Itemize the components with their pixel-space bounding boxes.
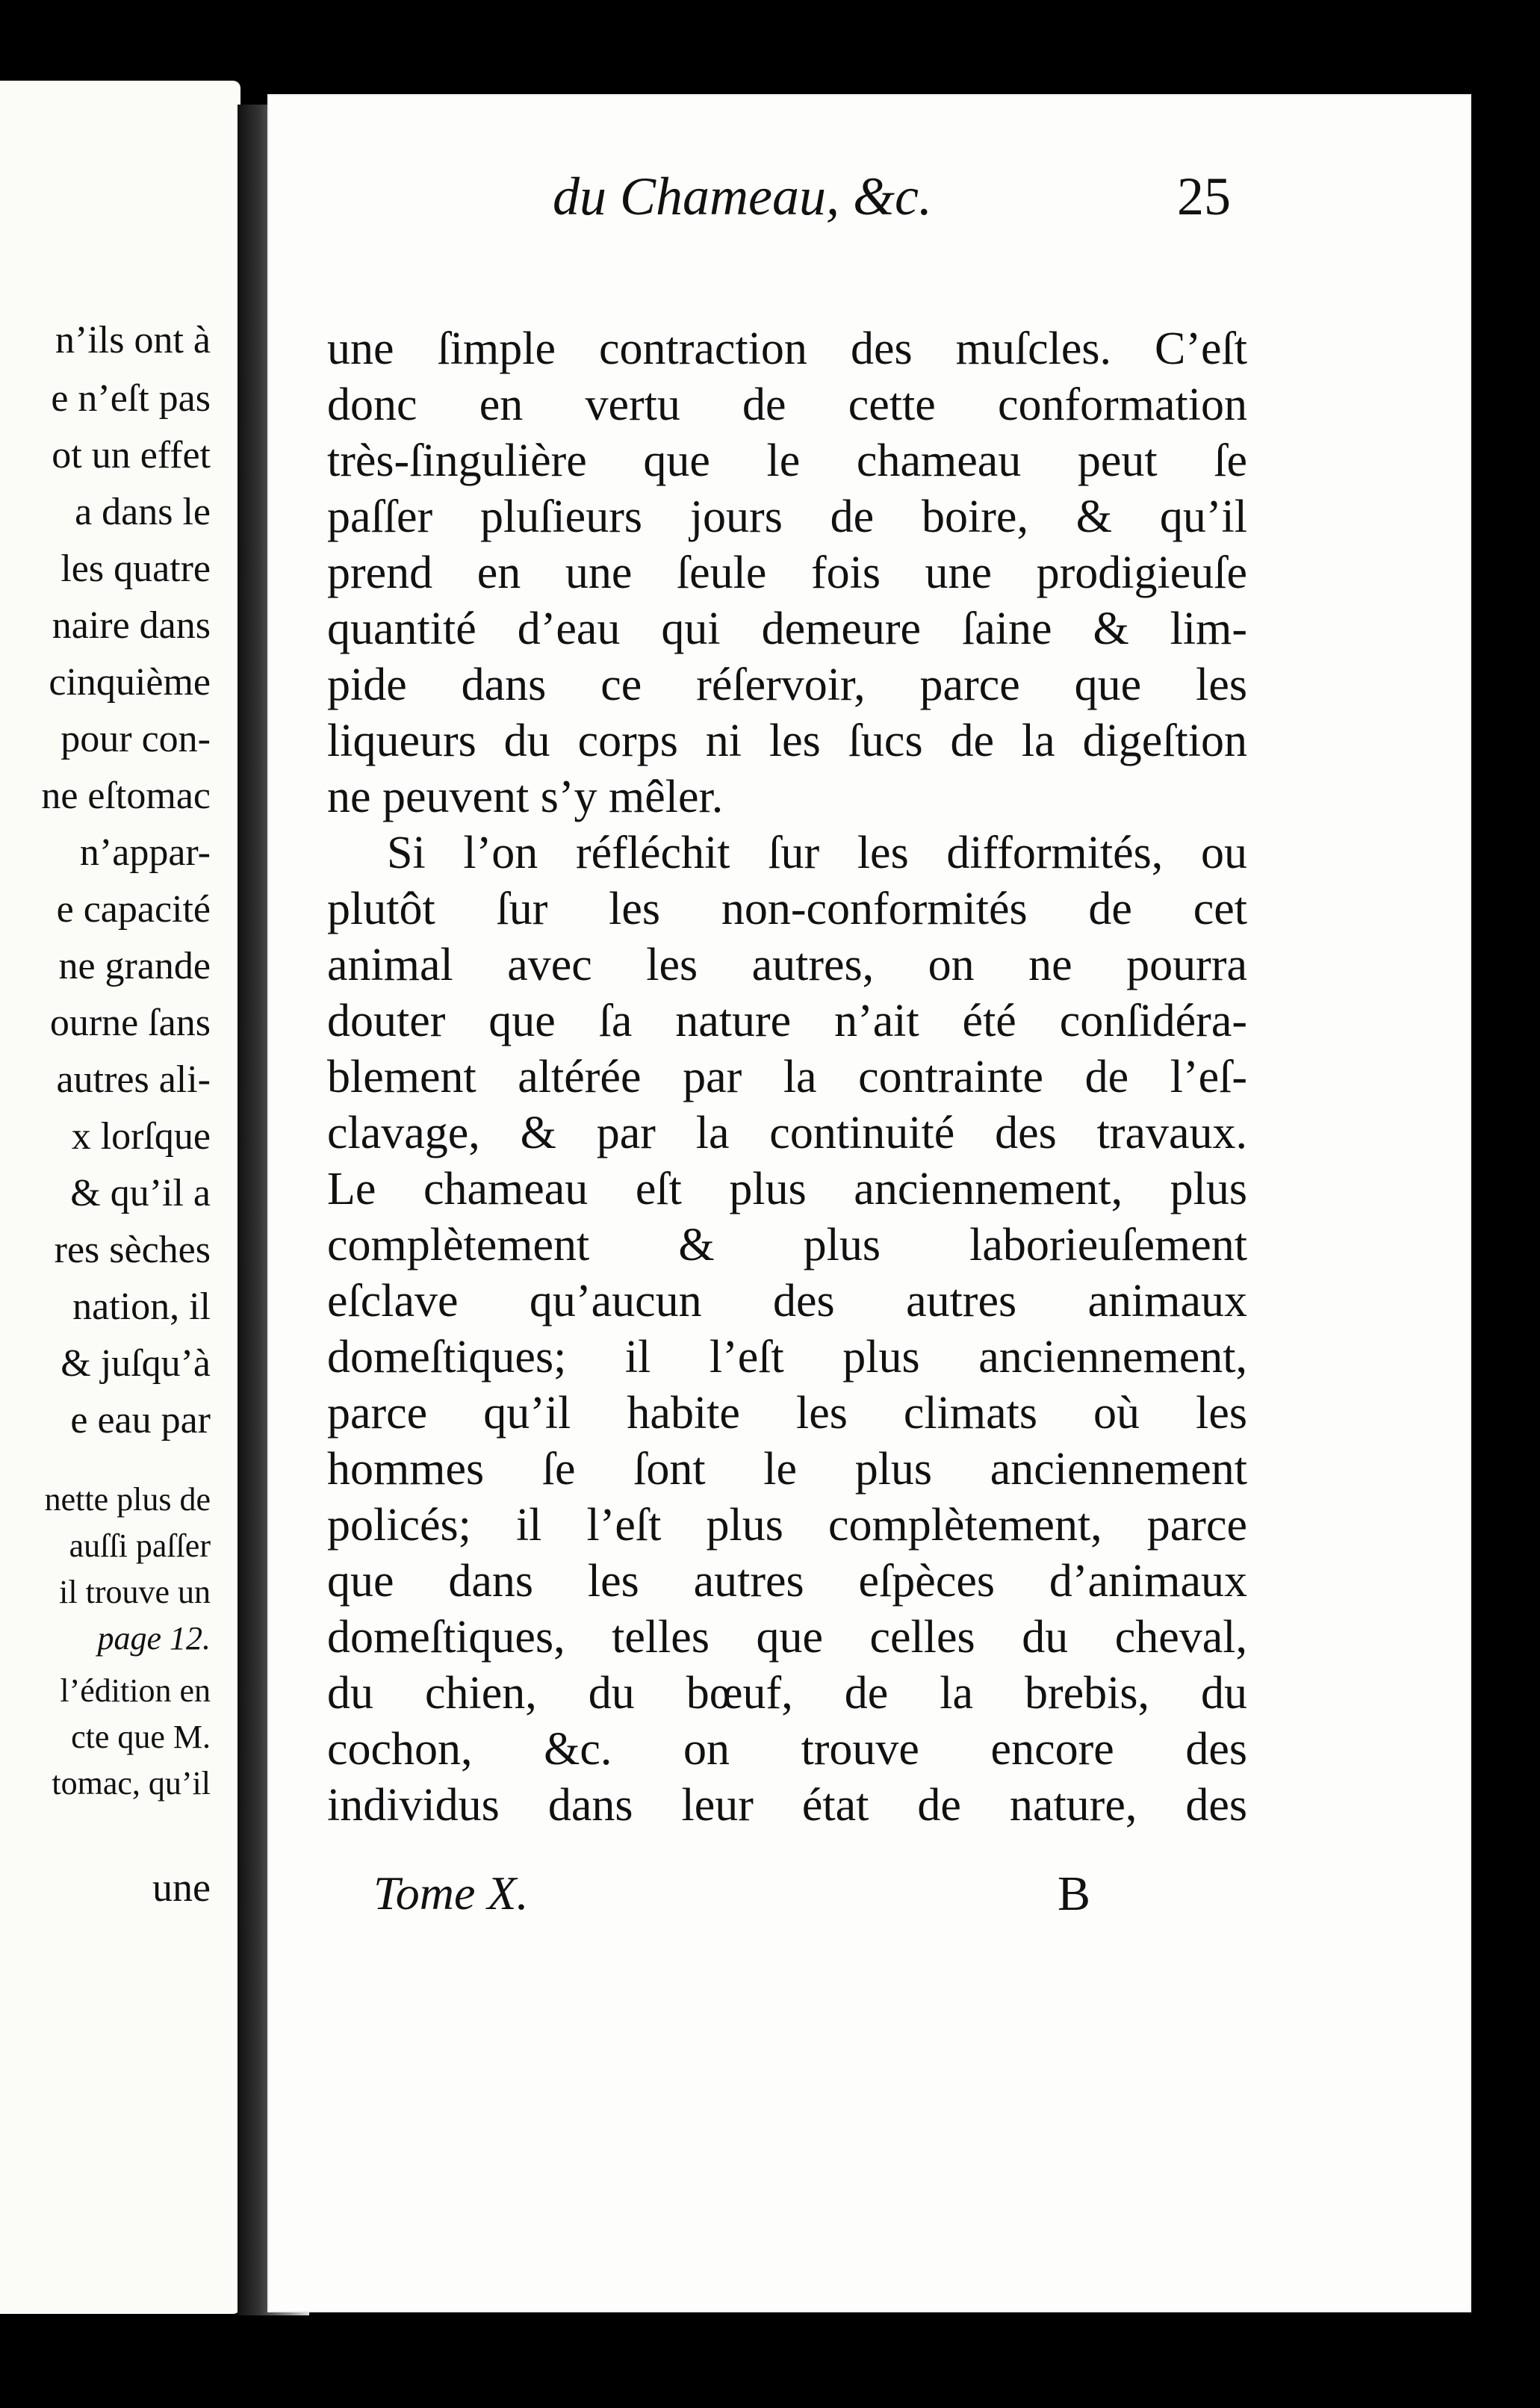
- left-text-line: autres ali-: [56, 1058, 211, 1101]
- left-text-line: x lorſque: [71, 1115, 211, 1158]
- text-line: du chien, du bœuf, de la brebis, du: [327, 1668, 1247, 1719]
- left-note-line: il trouve un: [59, 1574, 211, 1610]
- left-note-line: l’édition en: [60, 1672, 211, 1709]
- left-text-line: pour con-: [60, 718, 211, 760]
- text-line: domeſtiques; il l’eſt plus anciennement,: [327, 1332, 1247, 1383]
- left-text-line: res sèches: [54, 1229, 211, 1271]
- text-line: prend en une ſeule fois une prodigieuſe: [327, 547, 1247, 598]
- left-catchword: une: [152, 1865, 211, 1910]
- text-line: ne peuvent s’y mêler.: [327, 772, 724, 822]
- left-page: [0, 81, 240, 2314]
- text-line: parce qu’il habite les climats où les: [327, 1388, 1247, 1439]
- text-line: liqueurs du corps ni les ſucs de la digeſtion: [327, 716, 1247, 766]
- text-line: Si l’on réfléchit ſur les difformités, ou: [387, 828, 1247, 878]
- text-line: que dans les autres eſpèces d’animaux: [327, 1556, 1247, 1607]
- body-text: [327, 321, 1247, 1834]
- left-text-line: n’appar-: [79, 831, 211, 874]
- left-text-line: ot un effet: [52, 434, 211, 477]
- left-text-line: & juſqu’à: [60, 1342, 211, 1385]
- page-number: 25: [1177, 167, 1231, 226]
- left-text-line: n’ils ont à: [55, 319, 211, 361]
- text-line: Le chameau eſt plus anciennement, plus: [327, 1164, 1247, 1214]
- left-text-line: naire dans: [52, 604, 211, 647]
- text-line: complètement & plus laborieuſement: [327, 1220, 1247, 1270]
- left-text-line: a dans le: [75, 491, 211, 533]
- text-line: une ſimple contraction des muſcles. C’eſt: [327, 323, 1247, 374]
- signature-mark: B: [1058, 1866, 1091, 1921]
- running-header: du Chameau, &c.: [553, 167, 932, 226]
- left-text-line: e capacité: [56, 888, 211, 931]
- left-note-line: auſſi paſſer: [69, 1527, 211, 1564]
- text-line: plutôt ſur les non-conformités de cet: [327, 884, 1247, 934]
- left-text-line: ourne ſans: [49, 1002, 211, 1044]
- text-line: hommes ſe ſont le plus anciennement: [327, 1444, 1247, 1495]
- left-text-line: ne grande: [58, 945, 211, 987]
- text-line: très-ſingulière que le chameau peut ſe: [327, 435, 1247, 486]
- left-text-line: les quatre: [60, 547, 211, 590]
- left-note-line: cte que M.: [71, 1719, 211, 1755]
- text-line: blement altérée par la contrainte de l’eſ-: [327, 1052, 1247, 1102]
- text-line: eſclave qu’aucun des autres animaux: [327, 1276, 1247, 1326]
- text-line: individus dans leur état de nature, des: [327, 1780, 1247, 1831]
- text-line: animal avec les autres, on ne pourra: [327, 940, 1247, 990]
- text-line: clavage, & par la continuité des travaux.: [327, 1108, 1247, 1158]
- text-line: quantité d’eau qui demeure ſaine & lim-: [327, 603, 1247, 654]
- text-line: cochon, &c. on trouve encore des: [327, 1724, 1247, 1775]
- text-line: douter que ſa nature n’ait été conſidéra-: [327, 996, 1247, 1046]
- signature-volume: Tome X.: [373, 1866, 529, 1920]
- left-note-line: nette plus de: [44, 1481, 211, 1518]
- text-line: policés; il l’eſt plus complètement, parce: [327, 1500, 1247, 1551]
- left-text-line: cinquième: [49, 661, 211, 704]
- text-line: pide dans ce réſervoir, parce que les: [327, 660, 1247, 710]
- left-text-line: nation, il: [72, 1285, 211, 1328]
- text-line: donc en vertu de cette conformation: [327, 379, 1247, 430]
- text-line: paſſer pluſieurs jours de boire, & qu’il: [327, 491, 1247, 542]
- left-text-line: e n’eſt pas: [51, 377, 211, 420]
- left-text-line: ne eſtomac: [41, 775, 211, 817]
- left-note-line: tomac, qu’il: [52, 1765, 211, 1802]
- left-text-line: & qu’il a: [70, 1172, 211, 1214]
- left-note-line: page 12.: [97, 1620, 211, 1657]
- left-text-line: e eau par: [70, 1399, 211, 1442]
- text-line: domeſtiques, telles que celles du cheval,: [327, 1612, 1247, 1663]
